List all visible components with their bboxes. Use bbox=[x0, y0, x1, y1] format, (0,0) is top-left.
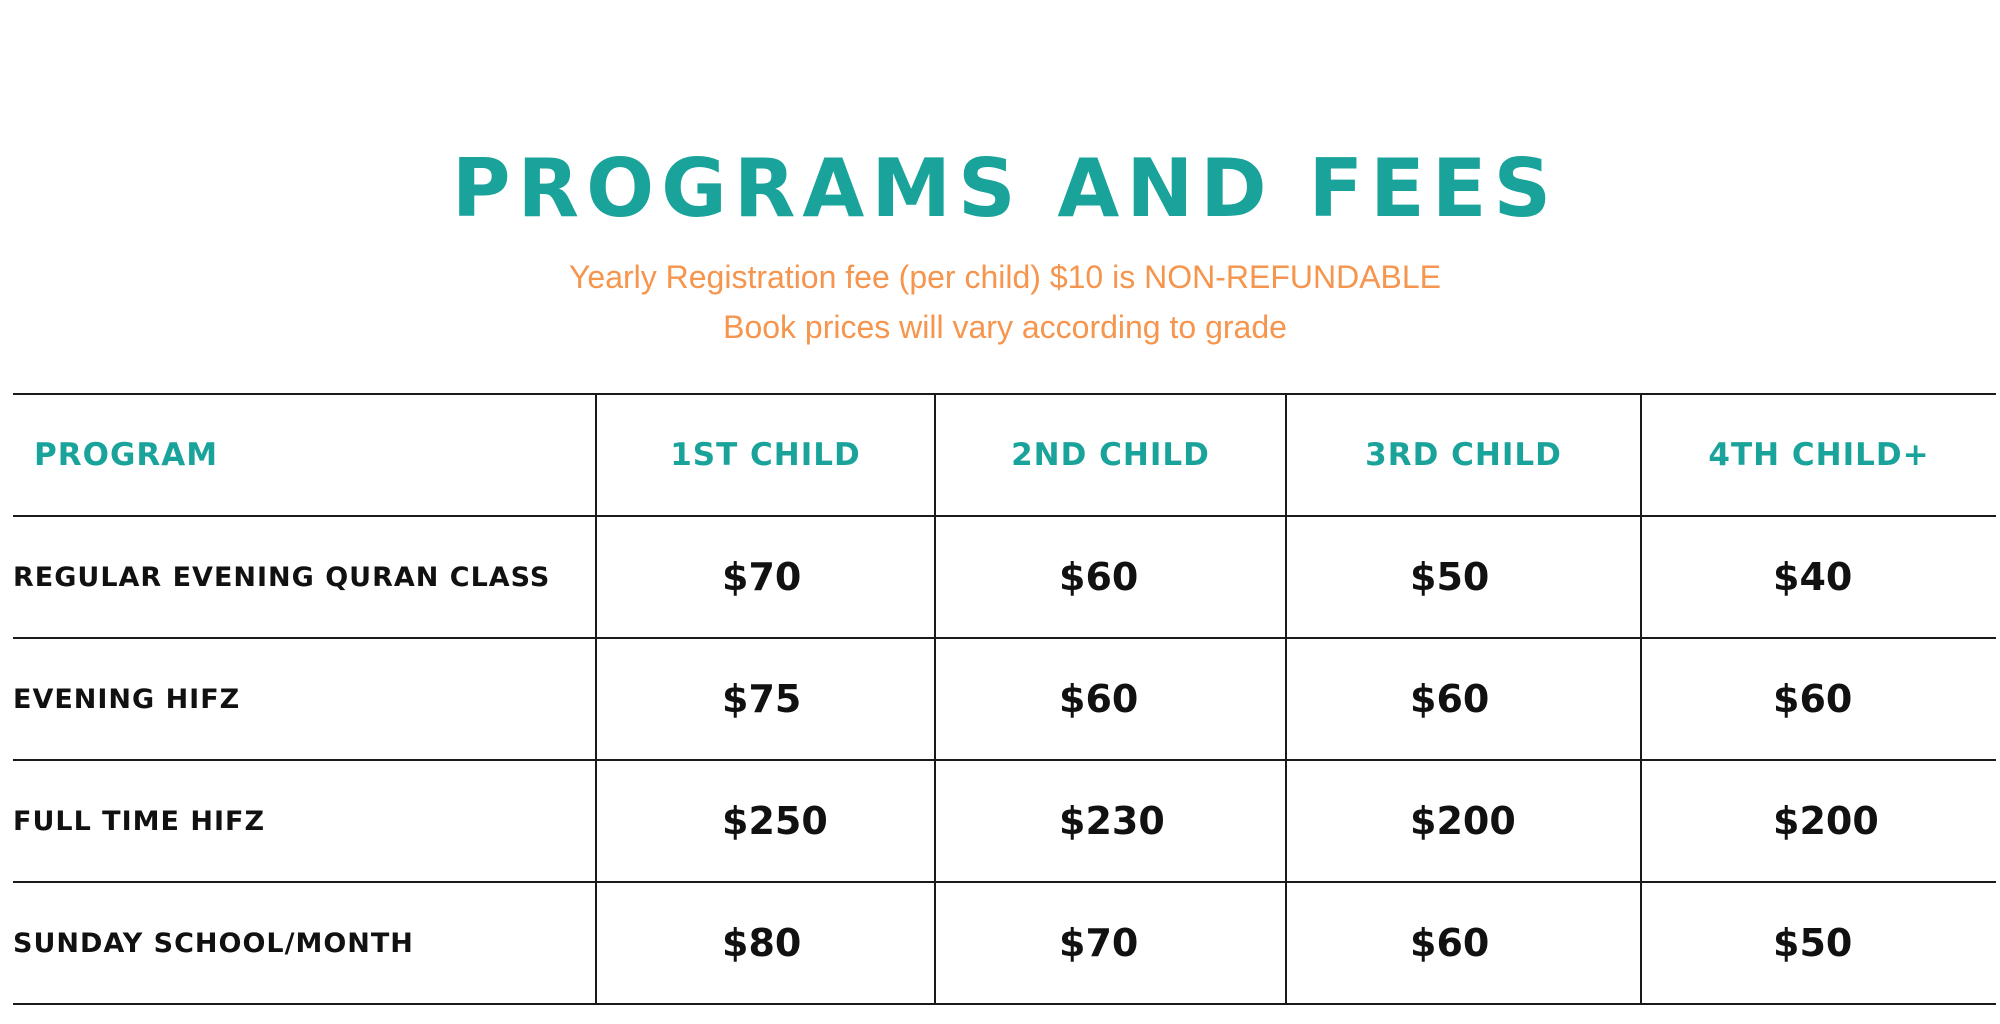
price-1st-child: $75 bbox=[596, 638, 935, 760]
header-program: PROGRAM bbox=[13, 394, 596, 516]
program-name: FULL TIME HIFZ bbox=[13, 760, 596, 882]
page-title: PROGRAMS AND FEES bbox=[451, 142, 1559, 235]
table-row bbox=[13, 516, 1996, 638]
price-2nd-child: $230 bbox=[935, 760, 1286, 882]
price-3rd-child: $50 bbox=[1286, 516, 1641, 638]
price-3rd-child: $60 bbox=[1286, 638, 1641, 760]
header-4th-child: 4TH CHILD+ bbox=[1641, 394, 1996, 516]
price-3rd-child: $200 bbox=[1286, 760, 1641, 882]
table-header-row bbox=[13, 394, 1996, 516]
header-2nd-child: 2ND CHILD bbox=[935, 394, 1286, 516]
program-name: SUNDAY SCHOOL/MONTH bbox=[13, 882, 596, 1004]
price-1st-child: $250 bbox=[596, 760, 935, 882]
program-name: EVENING HIFZ bbox=[13, 638, 596, 760]
table-row bbox=[13, 760, 1996, 882]
price-4th-child: $200 bbox=[1641, 760, 1996, 882]
price-1st-child: $80 bbox=[596, 882, 935, 1004]
price-4th-child: $40 bbox=[1641, 516, 1996, 638]
price-2nd-child: $60 bbox=[935, 516, 1286, 638]
price-2nd-child: $70 bbox=[935, 882, 1286, 1004]
fees-table bbox=[13, 393, 1996, 1005]
price-4th-child: $50 bbox=[1641, 882, 1996, 1004]
price-1st-child: $70 bbox=[596, 516, 935, 638]
program-name: REGULAR EVENING QURAN CLASS bbox=[13, 516, 596, 638]
price-4th-child: $60 bbox=[1641, 638, 1996, 760]
header-3rd-child: 3RD CHILD bbox=[1286, 394, 1641, 516]
book-prices-note: Book prices will vary according to grade bbox=[723, 309, 1287, 345]
table-row bbox=[13, 882, 1996, 1004]
table-row bbox=[13, 638, 1996, 760]
price-2nd-child: $60 bbox=[935, 638, 1286, 760]
price-3rd-child: $60 bbox=[1286, 882, 1641, 1004]
registration-fee-note: Yearly Registration fee (per child) $10 is NON-REFUNDABLE bbox=[568, 259, 1442, 295]
header-1st-child: 1ST CHILD bbox=[596, 394, 935, 516]
